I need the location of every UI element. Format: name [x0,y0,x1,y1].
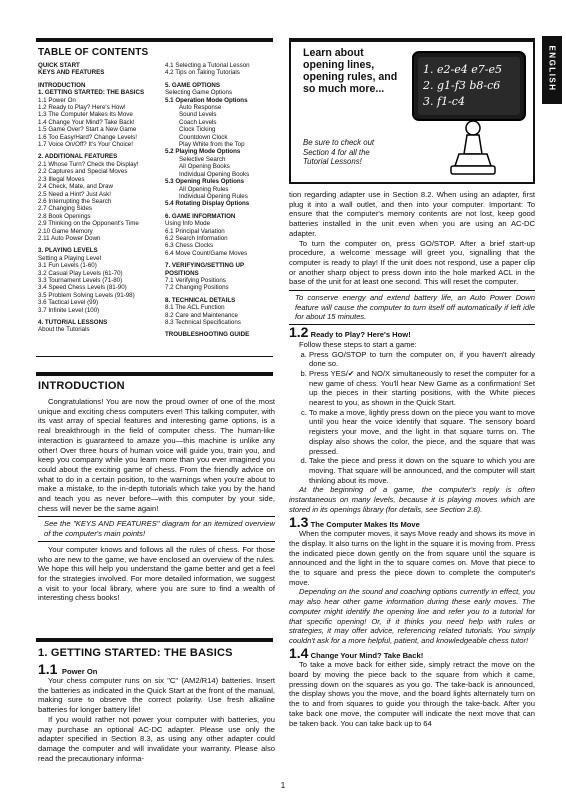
heading-1-1-number: 1.1 [38,661,58,677]
toc-entry: Countdown Clock [179,133,228,141]
heading-1-4-label: Change Your Mind? Take Back! [310,650,424,660]
toc-entry: Setting a Playing Level [38,254,101,262]
toc-right-column [165,62,277,339]
step-a: a. Press GO/STOP to turn the computer on, if you haven't already done so. [309,350,535,369]
power-on-paragraph-3: tion regarding adapter use in Section 8.2. When using an adapter, first plug it into a wall outlet, and then into your computer. Important: To ensure that the computer's memory contents are not lost, keep good batteries installed in the unit even when you are using an AC-DC adapter. [289,190,535,238]
toc-entry: 1.3 The Computer Makes Its Move [38,111,133,119]
toc-entry: 2.9 Thinking on the Opponent's Time [38,220,139,228]
toc-entry: All Opening Rules [179,185,229,193]
toc-entry: 8.3 Technical Specifications [165,319,241,326]
toc-entry: 5.2 Playing Mode Options [165,148,241,156]
toc-entry: All Opening Books [179,163,230,171]
step-b: b. Press YES/✔ and NO/X simultaneously to reset the computer for a new game of chess. You'll hear New Game as a confirmation! Set up the pieces in their starting positions, with the White pieces nearest to you, as shown in the Quick Start. [309,369,535,408]
toc-entry: 1. GETTING STARTED: THE BASICS [38,89,145,97]
toc-entry: 2.8 Book Openings [38,212,91,220]
toc-entry: 2.7 Changing Sides [38,205,93,213]
toc-entry: TROUBLESHOOTING GUIDE [165,331,250,339]
toc-entry: 3.7 Infinite Level (100) [38,306,100,314]
chess-board-slate-illustration [409,46,531,184]
toc-top-rule [36,38,273,42]
toc-entry: 8.2 Care and Maintenance [165,311,238,319]
take-back-paragraph: To take a move back for either side, simply retract the move on the board by moving the piece back to the square from which it came, pressing down on the squares as you go. The take-back is announced, the display shows you the move, and the board lights alternately turn on the to and from squares to guide you through the take-back. After you take back one move, the computer will indicate the next move that can be taken back. You can take back up to 64 [289,660,535,728]
right-column-text [289,190,535,728]
toc-entry: INTRODUCTION [38,81,86,89]
heading-1-3-number: 1.3 [289,513,309,530]
intro-text [38,397,275,603]
toc-entry: 5. GAME OPTIONS [165,81,221,89]
heading-1-3-label: The Computer Makes Its Move [310,519,420,529]
toc-entry: 3.6 Tactical Level (99) [38,299,99,307]
toc-entry: 2.4 Check, Mate, and Draw [38,183,113,191]
heading-1-3 [289,513,535,530]
toc-entry: 2.3 Illegal Moves [38,175,85,183]
toc-entry: 4.1 Selecting a Tutorial Lesson [165,62,250,69]
toc-entry: POSITIONS [165,269,199,277]
computer-move-paragraph-2: Depending on the sound and coaching options currently in effect, you may also hear other game information during these early moves. The computer might identify the opening line and refer you to a tutorial for that specific opening! Or, if it thinks you need help with rules or strategies, it may offer advice, referencing related tutorials. You simply couldn't ask for a more helpful, patient, and knowledgeable chess tutor! [289,587,535,645]
toc-entry: Sound Levels [179,111,217,119]
auto-power-note: To conserve energy and extend battery life, an Auto Power Down feature will cause the computer to turn itself off automatically if left idle for about 15 minutes. [289,290,535,325]
toc-entry: Play White from the Top [179,141,245,149]
language-tab-label: ENGLISH [547,45,557,92]
section1-title: 1. GETTING STARTED: THE BASICS [38,647,233,659]
toc-entry: Auto Response [179,104,222,112]
slate-line-3: 3. f1-c4 [423,95,465,108]
toc-entry: KEYS AND FEATURES [38,69,105,77]
toc-entry: Coach Levels [179,118,217,126]
heading-1-4-number: 1.4 [289,644,309,661]
toc-entry: Selective Search [179,155,226,163]
toc-entry: 1.5 Game Over? Start a New Game [38,126,137,134]
toc-entry: Using Info Mode [165,220,211,228]
toc-entry: 1.1 Power On [38,96,76,104]
toc-entry: Clock Ticking [179,126,216,134]
heading-1-4 [289,644,535,661]
toc-entry: 4.2 Tips on Taking Tutorials [165,69,240,77]
toc-entry: 3.1 Fun Levels (1-60) [38,262,97,270]
intro-paragraph-1: Congratulations! You are now the proud owner of one of the most unique and exciting chess computers ever! This talking computer, with its vast array of special features and interesting game options, is a real breakthrough in the field of computer chess. The human-like interaction is guaranteed to amaze you—this machine is unlike any other! Over three hours of human voice will guide you, train you, and keep you company while you learn more than you ever imagined you could about the exciting game of chess. From the friendly advice on what to do in a certain position, to the warnings when you're about to make a mistake, to the in-depth tutorials which take you by the hand and teach you as never before—with this computer by your side, chess will never be the same again! [38,397,275,513]
power-on-paragraph-2: If you would rather not power your computer with batteries, you may purchase an optional AC-DC adapter. Please use only the adapter specified in Section 8.3, as using any other adapter could damage the computer and will invalidate your warranty. Please also read the precautionary informa- [38,714,275,763]
language-tab [542,36,562,104]
intro-note: See the "KEYS AND FEATURES" diagram for an itemized overview of the computer's main points! [38,516,275,541]
step-c: c. To make a move, lightly press down on the piece you want to move until you hear the voice identify that square. The sensory board registers your move, and the light in that square turns on. The display also shows the color, the piece, and the square that was pressed. [309,408,535,457]
section-1-1-text [38,676,275,763]
pawn-piece-icon [451,121,495,174]
toc-entry: 1.6 Too Easy/Hard? Change Levels! [38,133,137,141]
toc-entry: 4. TUTORIAL LESSONS [38,319,108,326]
toc-entry: 1.2 Ready to Play? Here's How! [38,104,126,112]
start-steps-list [289,350,535,486]
ready-to-play-note: At the beginning of a game, the computer's reply is often instantaneous on many levels, because it is playing moves which are stored in its openings library (for details, see Section 2.8). [289,485,535,514]
toc-entry: QUICK START [38,62,80,69]
toc-entry: 1.4 Change Your Mind? Take Back! [38,118,135,126]
toc-left-column [38,62,160,334]
toc-entry: About the Tutorials [38,326,90,334]
toc-entry: 2.5 Need a Hint? Just Ask! [38,190,111,198]
intro-title: INTRODUCTION [38,380,125,392]
toc-entry: 1.7 Voice On/Off? It's Your Choice! [38,141,133,149]
computer-move-paragraph-1: When the computer moves, it says Move ready and shows its move in the display. It also turns on the light in the square it is moving from. Press the indicated piece down gently on the from square until the square is announced and the light in the to square comes on. Move that piece to the to square and press the piece down to complete the computer's move. [289,529,535,587]
section1-top-rule [36,638,273,642]
toc-entry: 3.4 Speed Chess Levels (81-90) [38,284,127,292]
heading-1-2-number: 1.2 [289,324,309,341]
toc-entry: 2.6 Interrupting the Search [38,197,112,205]
heading-1-1-label: Power On [61,667,98,676]
page-number: 1 [280,781,286,790]
intro-paragraph-2: Your computer knows and follows all the rules of chess. For those who are new to the game, we have enclosed an overview of the rules. We hope this will help you understand the game better and get a feel for the strategies involved. For more detailed information, we suggest a visit to your local library, where you are sure to find a wealth of interesting chess books! [38,544,275,603]
toc-entry: 6.1 Principal Variation [165,227,225,235]
toc-entry: 6.4 Move Count/Game Moves [165,249,248,257]
heading-1-2-label: Ready to Play? Here's How! [310,330,411,340]
toc-entry: 5.4 Rotating Display Options [165,200,250,208]
toc-entry: 3.5 Problem Solving Levels (91-98) [38,291,135,299]
step-d: d. Take the piece and press it down on the square to which you are moving. That square will be announced, and the computer will start thinking about its move. [309,456,535,485]
toc-entry: 3. PLAYING LEVELS [38,247,98,255]
toc-bottom-rule [36,356,273,357]
toc-entry: 7. VERIFYING/SETTING UP [165,262,245,270]
toc-entry: 2.2 Captures and Special Moves [38,168,128,176]
heading-1-2 [289,324,535,341]
toc-entry: 2.11 Auto Power Down [38,234,101,242]
power-on-paragraph-4: To turn the computer on, press GO/STOP. After a brief start-up procedure, a welcome message will greet you, signalling that the computer is ready to play! If the unit does not respond, use a paper clip or another sharp object to press down into the hole marked ACL in the base of the unit for at least one second. This will reset the computer. [289,238,535,287]
toc-entry: 5.3 Opening Rules Options [165,178,245,186]
slate-line-2: 2. g1-f3 b8-c6 [423,79,501,92]
intro-top-rule [36,372,273,376]
callout-body: Be sure to check out Section 4 for all the Tutorial Lessons! [303,138,375,167]
tutorial-callout [289,38,535,184]
toc-entry: 2. ADDITIONAL FEATURES [38,153,118,161]
toc-entry: 7.2 Changing Positions [165,284,229,292]
toc-entry: 3.2 Casual Play Levels (61-70) [38,269,123,277]
toc-entry: 2.10 Game Memory [38,227,93,235]
power-on-paragraph-1: Your chess computer runs on six "C" (AM2/R14) batteries. Insert the batteries as indicated in the Quick Start at the front of the manual, making sure to observe the correct polarity. Use fresh alkaline batteries for longer battery life! [38,676,275,715]
callout-title: Learn about opening lines, opening rules, and so much more... [303,47,398,95]
toc-entry: Individual Opening Books [179,170,250,178]
ready-to-play-intro: Follow these steps to start a game: [299,339,417,349]
toc-entry: Individual Opening Rules [179,192,248,200]
toc-entry: 8.1 The ACL Function [165,304,225,312]
toc-entry: 2.1 Whose Turn? Check the Display! [38,160,139,168]
toc-entry: 6.3 Chess Clocks [165,242,214,250]
toc-entry: Selecting Game Options [165,89,233,97]
slate-line-1: 1. e2-e4 e7-e5 [423,63,502,76]
toc-entry: 6. GAME INFORMATION [165,212,236,220]
toc-entry: 8. TECHNICAL DETAILS [165,296,236,304]
toc-entry: 5.1 Operation Mode Options [165,96,248,104]
toc-entry: 7.1 Verifying Positions [165,276,226,284]
toc-title: TABLE OF CONTENTS [38,47,149,58]
toc-entry: 6.2 Search Information [165,234,228,242]
toc-entry: 3.3 Tournament Levels (71-80) [38,276,123,284]
